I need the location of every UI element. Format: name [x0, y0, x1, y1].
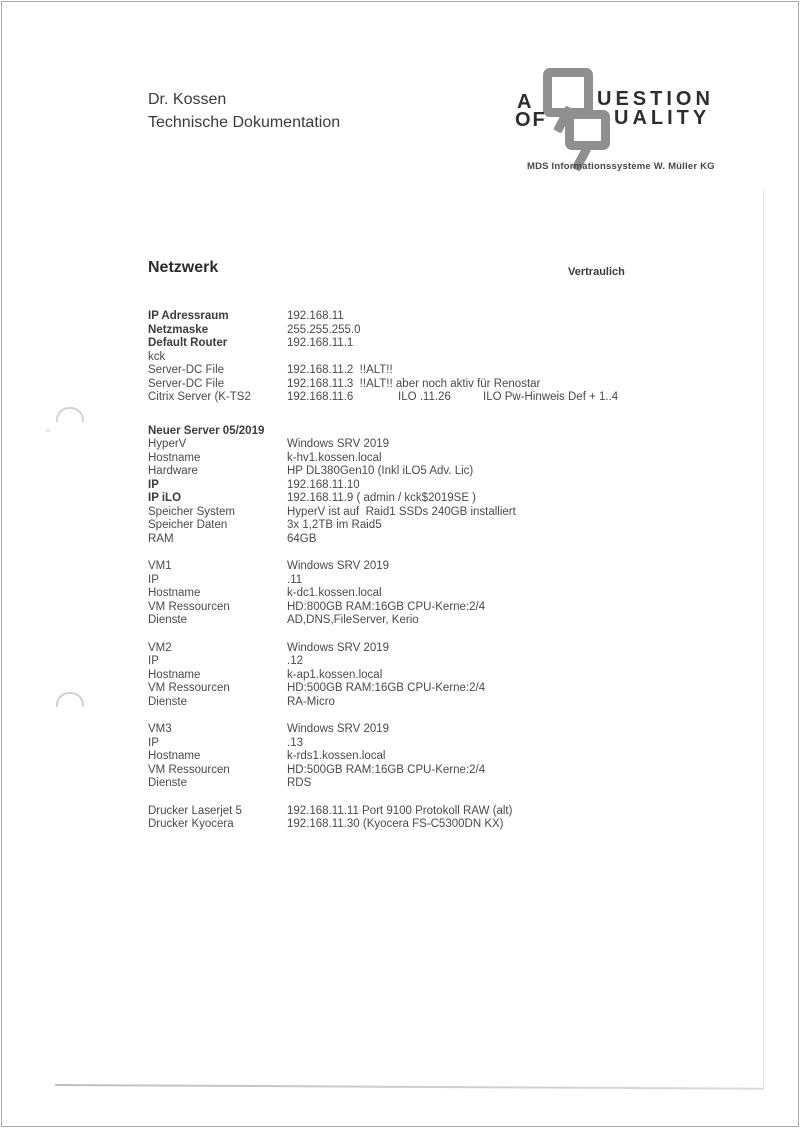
- row-value: 64GB: [287, 532, 317, 545]
- row-value: Windows SRV 2019: [287, 723, 390, 735]
- punch-hole-icon: [56, 692, 84, 707]
- row-label: Dienste: [148, 777, 187, 789]
- section-neuer-server: [148, 425, 768, 547]
- network-documentation: [148, 310, 768, 846]
- row-label: IP: [148, 478, 159, 491]
- row-value: 192.168.11.3 !!ALT!! aber noch aktiv für Renostar: [287, 377, 541, 390]
- row-value: HD:800GB RAM:16GB CPU-Kerne:2/4: [287, 600, 486, 613]
- table-row: [148, 805, 768, 819]
- table-row: [148, 560, 768, 574]
- logo-word-uality: UALITY: [614, 107, 711, 129]
- table-row: [148, 818, 768, 832]
- row-label: Speicher Daten: [148, 519, 228, 531]
- row-value: 192.168.11.10: [287, 478, 360, 491]
- author-name: Dr. Kossen: [148, 91, 227, 108]
- table-row: [148, 777, 768, 791]
- row-label: Speicher System: [148, 505, 235, 518]
- table-row: [148, 506, 768, 520]
- row-label: VM Ressourcen: [148, 763, 230, 776]
- table-row: [148, 438, 768, 452]
- row-label: VM3: [148, 723, 172, 735]
- logo-q-icon: [565, 110, 610, 150]
- section-title-row: [148, 425, 768, 439]
- table-row: [148, 519, 768, 533]
- row-value: 255.255.255.0: [287, 323, 361, 336]
- table-row: [148, 391, 768, 405]
- punch-hole-icon: [56, 407, 84, 422]
- row-value: 192.168.11.6: [287, 391, 354, 403]
- row-value: AD,DNS,FileServer, Kerio: [287, 614, 419, 626]
- page-edge-shadow-vertical: [763, 190, 764, 1088]
- row-label: VM1: [148, 560, 172, 572]
- company-logo: [500, 62, 755, 177]
- row-label: Hardware: [148, 465, 198, 477]
- row-label: Hostname: [148, 750, 201, 762]
- table-row: [148, 587, 768, 601]
- table-row: [148, 574, 768, 588]
- page-title: Netzwerk: [148, 259, 219, 276]
- logo-word-uestion: UESTION: [597, 88, 714, 110]
- row-value: HD:500GB RAM:16GB CPU-Kerne:2/4: [287, 763, 486, 776]
- row-value: HD:500GB RAM:16GB CPU-Kerne:2/4: [287, 682, 486, 694]
- table-row: [148, 533, 768, 547]
- row-value: Windows SRV 2019: [287, 438, 390, 450]
- table-row: [148, 324, 768, 338]
- row-label: Dienste: [148, 614, 187, 626]
- doc-header: [148, 88, 340, 134]
- row-label: Drucker Laserjet 5: [148, 804, 242, 817]
- logo-letter-a: A: [517, 91, 532, 113]
- row-label: Hostname: [148, 451, 201, 464]
- row-label: VM Ressourcen: [148, 682, 230, 694]
- row-label: IP: [148, 655, 159, 667]
- table-row: [148, 378, 768, 392]
- row-label: Hostname: [148, 587, 201, 599]
- section-vm2: [148, 642, 768, 710]
- row-value: HyperV ist auf Raid1 SSDs 240GB installiert: [287, 505, 516, 518]
- page-edge-shadow-horizontal: [55, 1084, 764, 1090]
- table-row: [148, 642, 768, 656]
- row-label: IP: [148, 573, 159, 586]
- company-name: MDS Informationssysteme W. Müller KG: [527, 161, 715, 172]
- row-value: .11: [287, 573, 303, 586]
- row-value: k-ap1.kossen.local: [287, 668, 383, 681]
- row-value: .12: [287, 655, 303, 667]
- scan-speck: [46, 429, 50, 432]
- table-row: [148, 492, 768, 506]
- row-label: RAM: [148, 532, 174, 545]
- row-label: Netzmaske: [148, 323, 209, 336]
- row-value: RDS: [287, 777, 312, 789]
- table-row: [148, 310, 768, 324]
- section-printers: [148, 805, 768, 832]
- row-label: kck: [148, 350, 166, 363]
- doc-subtitle: Technische Dokumentation: [148, 114, 341, 131]
- row-label: Default Router: [148, 337, 228, 349]
- table-row: [148, 601, 768, 615]
- table-row: [148, 364, 768, 378]
- row-value: k-dc1.kossen.local: [287, 587, 382, 599]
- row-label: IP Adressraum: [148, 310, 229, 322]
- row-value: Windows SRV 2019: [287, 560, 390, 572]
- table-row: [148, 723, 768, 737]
- row-value: 3x 1,2TB im Raid5: [287, 519, 382, 531]
- row-label: VM2: [148, 641, 172, 654]
- table-row: [148, 750, 768, 764]
- row-label: Server-DC File: [148, 377, 225, 390]
- row-value: k-hv1.kossen.local: [287, 451, 382, 464]
- row-label: VM Ressourcen: [148, 600, 230, 613]
- row-label: IP iLO: [148, 492, 182, 504]
- row-value: HP DL380Gen10 (Inkl iLO5 Adv. Lic): [287, 465, 474, 477]
- row-label: IP: [148, 736, 159, 749]
- row-label: Drucker Kyocera: [148, 818, 234, 830]
- row-value-ilo-note: ILO Pw-Hinweis Def + 1..4: [483, 391, 619, 403]
- row-value: 192.168.11.2 !!ALT!!: [287, 364, 393, 376]
- confidential-label: Vertraulich: [568, 266, 625, 278]
- row-value: 192.168.11.9 ( admin / kck$2019SE ): [287, 492, 477, 504]
- row-value: k-rds1.kossen.local: [287, 750, 386, 762]
- table-row: [148, 337, 768, 351]
- table-row: [148, 764, 768, 778]
- row-value: 192.168.11.11 Port 9100 Protokoll RAW (alt): [287, 804, 513, 817]
- table-row: [148, 614, 768, 628]
- table-row: [148, 655, 768, 669]
- section-title: Neuer Server 05/2019: [148, 424, 265, 437]
- table-row: [148, 479, 768, 493]
- logo-word-of: OF: [515, 109, 547, 131]
- row-value: 192.168.11: [287, 310, 344, 322]
- table-row: [148, 465, 768, 479]
- row-value: .13: [287, 736, 303, 749]
- row-label: Citrix Server (K-TS2: [148, 391, 251, 403]
- row-label: Dienste: [148, 695, 187, 708]
- row-value: 192.168.11.1: [287, 337, 354, 349]
- section-vm1: [148, 560, 768, 628]
- row-value: Windows SRV 2019: [287, 641, 390, 654]
- row-label: Server-DC File: [148, 364, 225, 376]
- row-value-ilo: ILO .11.26: [398, 391, 451, 403]
- table-row: [148, 452, 768, 466]
- table-row: [148, 696, 768, 710]
- row-label: Hostname: [148, 668, 201, 681]
- row-label: HyperV: [148, 438, 187, 450]
- section-vm3: [148, 723, 768, 791]
- table-row: [148, 682, 768, 696]
- row-value: RA-Micro: [287, 695, 335, 708]
- section-network-basics: [148, 310, 768, 405]
- table-row: [148, 737, 768, 751]
- table-row: [148, 669, 768, 683]
- row-value: 192.168.11.30 (Kyocera FS-C5300DN KX): [287, 818, 504, 830]
- table-row: [148, 351, 768, 365]
